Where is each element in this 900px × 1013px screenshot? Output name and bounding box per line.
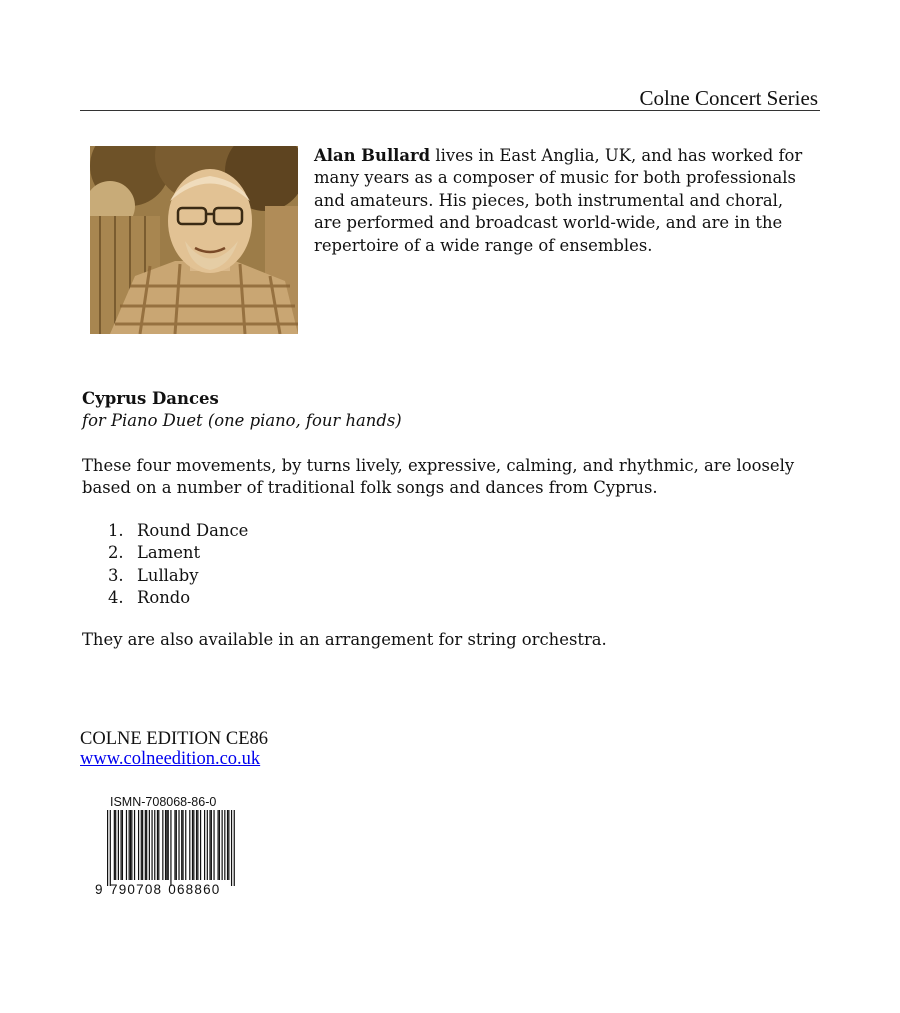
barcode-bar [110, 810, 111, 886]
barcode-bar [154, 810, 155, 880]
barcode-bar [207, 810, 208, 880]
barcode-bar [222, 810, 223, 880]
barcode-bar [193, 810, 194, 880]
composer-name: Alan Bullard [314, 146, 431, 165]
barcode-bar [231, 810, 232, 886]
composer-photo [90, 146, 298, 334]
barcode-bar [234, 810, 235, 886]
barcode-bar [146, 810, 147, 880]
barcode-bar [217, 810, 218, 880]
work-subtitle: for Piano Duet (one piano, four hands) [82, 411, 402, 430]
edition-number: COLNE EDITION CE86 [80, 729, 269, 749]
publisher-website-link[interactable]: www.colneedition.co.uk [80, 749, 261, 769]
barcode-bar [176, 810, 177, 880]
barcode-bar [213, 810, 214, 880]
list-item [82, 542, 248, 564]
barcode-bars [107, 810, 235, 886]
barcode-bar [181, 810, 182, 880]
work-description: These four movements, by turns lively, expressive, calming, and rhythmic, are loosely based on a number of traditional folk songs and dances from Cyprus. [82, 456, 795, 498]
barcode-bar [115, 810, 116, 880]
barcode-digits [95, 882, 243, 897]
barcode-bar [211, 810, 212, 880]
barcode-bar [141, 810, 142, 880]
barcode-bar [224, 810, 225, 880]
movement-name: Lullaby [137, 565, 199, 585]
barcode-bar [129, 810, 130, 880]
movement-number: 2. [108, 543, 124, 563]
barcode-bar [166, 810, 167, 880]
barcode-bar [182, 810, 183, 880]
barcode-bar [118, 810, 119, 880]
barcode-bar [228, 810, 229, 880]
movement-name: Lament [137, 543, 201, 563]
list-item [82, 520, 248, 542]
movement-number: 3. [108, 565, 124, 585]
movement-number: 1. [108, 521, 124, 540]
barcode-bar [138, 810, 139, 880]
barcode-bar [107, 810, 108, 886]
barcode-bar [162, 810, 163, 880]
barcode [95, 795, 245, 900]
barcode-bar [151, 810, 152, 880]
barcode-bar [196, 810, 197, 880]
barcode-bar [149, 810, 150, 880]
barcode-bar [219, 810, 220, 880]
barcode-bar [142, 810, 143, 880]
barcode-bar [185, 810, 186, 880]
barcode-digits-right: 068860 [168, 882, 221, 897]
barcode-digit-first: 9 [95, 882, 103, 897]
barcode-bar [170, 810, 171, 886]
barcode-bar [204, 810, 205, 880]
movement-name: Round Dance [137, 521, 249, 540]
movements-list [82, 520, 248, 610]
barcode-bar [134, 810, 135, 880]
barcode-bar [192, 810, 193, 880]
barcode-bar [157, 810, 158, 880]
list-item [82, 587, 248, 609]
barcode-bar [158, 810, 159, 880]
arrangement-note: They are also available in an arrangement for string orchestra. [82, 630, 607, 649]
barcode-bar [227, 810, 228, 880]
barcode-bar [122, 810, 123, 880]
barcode-bar [197, 810, 198, 880]
barcode-bar [114, 810, 115, 880]
header-rule [80, 110, 820, 111]
barcode-digits-left: 790708 [110, 882, 163, 897]
barcode-bar [174, 810, 175, 880]
barcode-bar [168, 810, 169, 880]
barcode-bar [131, 810, 132, 880]
series-title: Colne Concert Series [639, 86, 818, 110]
composer-bio [314, 145, 814, 257]
ismn-label: ISMN-708068-86-0 [110, 795, 217, 809]
composer-bio-text: lives in East Anglia, UK, and has worked for many years as a composer of music for both professionals and amateurs. His pieces, both instrumental and choral, are performed and broadcast world-wide, and are in the repertoire of a wide range of ensembles. [314, 146, 803, 255]
barcode-bar [126, 810, 127, 880]
barcode-bar [209, 810, 210, 880]
barcode-bar [130, 810, 131, 880]
movement-number: 4. [108, 588, 124, 608]
barcode-bar [145, 810, 146, 880]
barcode-bar [165, 810, 166, 880]
barcode-bar [200, 810, 201, 880]
barcode-bar [178, 810, 179, 880]
work-title: Cyprus Dances [82, 389, 219, 408]
movement-name: Rondo [137, 588, 191, 608]
barcode-bar [120, 810, 121, 880]
list-item [82, 565, 248, 587]
barcode-bar [189, 810, 190, 880]
